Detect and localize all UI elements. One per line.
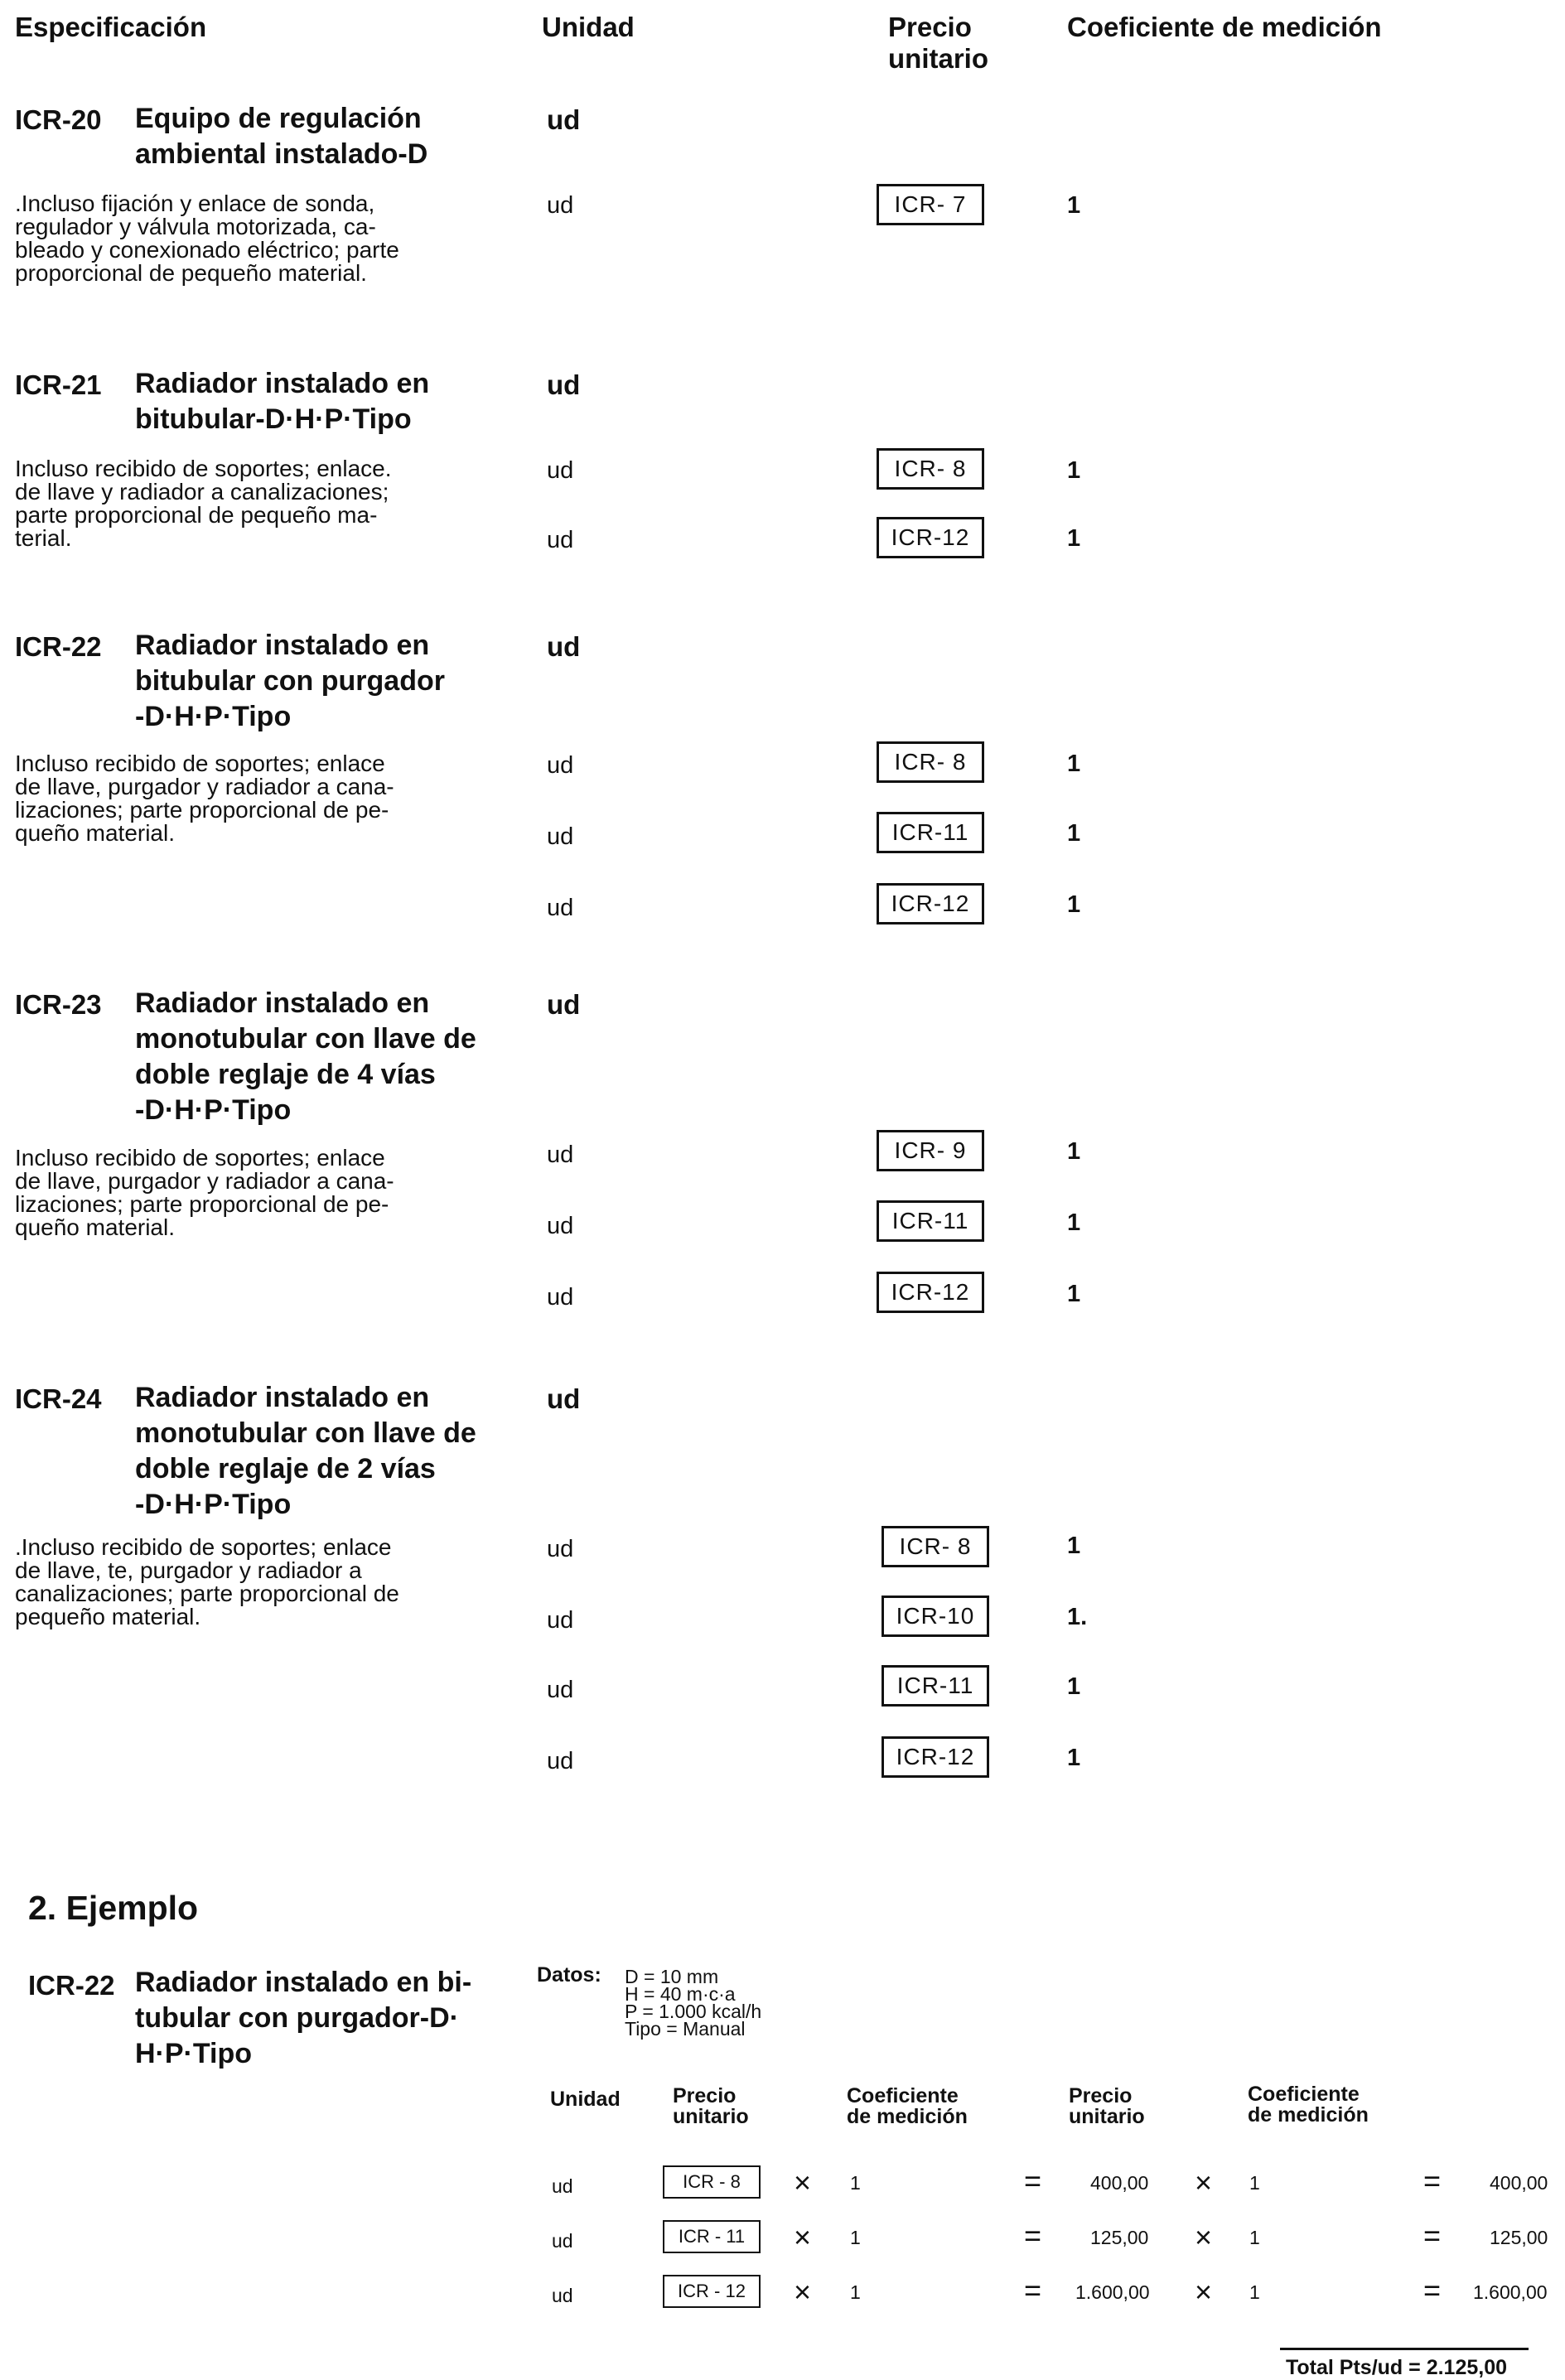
row-coef: 1	[1067, 192, 1081, 219]
example-title: Radiador instalado en bi- tubular con purgador-D· H·P·Tipo	[135, 1967, 472, 2069]
equals-sign: =	[1024, 2164, 1042, 2198]
header-unidad: Unidad	[542, 12, 635, 42]
item-code: ICR-20	[15, 104, 102, 135]
item-code: ICR-21	[15, 369, 102, 400]
ex-row-coef-2: 1	[1249, 2172, 1260, 2194]
row-unit: ud	[547, 527, 574, 553]
row-unit: ud	[547, 457, 574, 484]
ex-row-coef-2: 1	[1249, 2281, 1260, 2303]
item-title: Equipo de regulación ambiental instalado-D	[135, 103, 428, 170]
ref-box: ICR- 8	[882, 1526, 989, 1567]
ex-row-price: 400,00	[1090, 2172, 1149, 2194]
row-coef: 1	[1067, 1673, 1081, 1700]
item-description: .Incluso recibido de soportes; enlace de llave, te, purgador y radiador a canalizaciones; parte proporcional de pequeño material.	[15, 1534, 399, 1629]
ref-box: ICR-11	[877, 1200, 984, 1242]
header-unitario: unitario	[888, 43, 988, 74]
header-especificacion: Especificación	[15, 12, 207, 42]
total-rule	[1280, 2348, 1529, 2350]
ex-ref-box: ICR - 8	[663, 2165, 761, 2199]
ref-box: ICR- 9	[877, 1130, 984, 1171]
ref-box: ICR-12	[877, 1272, 984, 1313]
row-coef: 1	[1067, 751, 1081, 777]
row-unit: ud	[547, 1284, 574, 1311]
ex-row-unit: ud	[552, 2230, 573, 2252]
item-title: Radiador instalado en monotubular con llave de doble reglaje de 4 vías -D·H·P·Tipo	[135, 987, 476, 1126]
ex-header-precio-2: Precio unitario	[1069, 2084, 1145, 2128]
ex-row-unit: ud	[552, 2175, 573, 2197]
row-coef: 1	[1067, 1533, 1081, 1559]
row-unit: ud	[547, 752, 574, 779]
item-description: Incluso recibido de soportes; enlace de llave, purgador y radiador a cana- lizaciones; parte proporcional de pe- queño material.	[15, 751, 394, 846]
ref-box: ICR-10	[882, 1596, 989, 1637]
item-title: Radiador instalado en bitubular-D·H·P·Tipo	[135, 368, 430, 435]
ex-header-coeficiente-2: Coeficiente de medición	[1248, 2083, 1369, 2127]
item-unit: ud	[547, 369, 581, 400]
times-sign: ×	[794, 2220, 812, 2254]
ex-row-unit: ud	[552, 2285, 573, 2306]
ex-row-coef: 1	[850, 2281, 861, 2303]
ex-header-precio: Precio unitario	[673, 2084, 749, 2128]
row-unit: ud	[547, 823, 574, 850]
ex-row-price: 125,00	[1090, 2227, 1149, 2248]
header-coeficiente: Coeficiente de medición	[1067, 12, 1382, 42]
datos-list: D = 10 mm H = 40 m·c·a P = 1.000 kcal/h Tipo = Manual	[625, 1966, 762, 2040]
equals-sign: =	[1423, 2164, 1442, 2198]
ref-box: ICR- 8	[877, 448, 984, 490]
row-coef: 1	[1067, 1745, 1081, 1771]
item-description: Incluso recibido de soportes; enlace. de llave y radiador a canalizaciones; parte proporcional de pequeño ma- terial.	[15, 456, 392, 551]
row-unit: ud	[547, 1607, 574, 1634]
row-unit: ud	[547, 1677, 574, 1703]
times-sign: ×	[794, 2165, 812, 2199]
times-sign: ×	[794, 2275, 812, 2309]
ref-box: ICR-12	[877, 883, 984, 924]
row-coef: 1	[1067, 1138, 1081, 1165]
example-code: ICR-22	[28, 1970, 115, 2001]
header-precio: Precio	[888, 12, 972, 42]
times-sign: ×	[1195, 2220, 1213, 2254]
ex-row-coef-2: 1	[1249, 2227, 1260, 2248]
ex-row-price: 1.600,00	[1075, 2281, 1150, 2303]
ex-header-unidad: Unidad	[550, 2088, 621, 2111]
row-coef: 1	[1067, 1281, 1081, 1307]
ref-box: ICR-12	[877, 517, 984, 558]
row-coef: 1	[1067, 457, 1081, 484]
item-unit: ud	[547, 104, 581, 135]
ex-row-result: 125,00	[1490, 2227, 1548, 2248]
section-heading: 2. Ejemplo	[28, 1889, 199, 1927]
ex-ref-box: ICR - 11	[663, 2220, 761, 2253]
item-unit: ud	[547, 1383, 581, 1414]
ex-header-coeficiente: Coeficiente de medición	[847, 2084, 968, 2128]
ref-box: ICR-11	[877, 812, 984, 853]
row-unit: ud	[547, 1142, 574, 1168]
times-sign: ×	[1195, 2275, 1213, 2309]
ref-box: ICR-12	[882, 1736, 989, 1778]
ex-row-coef: 1	[850, 2227, 861, 2248]
item-unit: ud	[547, 989, 581, 1020]
row-unit: ud	[547, 1748, 574, 1774]
row-unit: ud	[547, 1536, 574, 1562]
item-code: ICR-23	[15, 989, 102, 1020]
item-code: ICR-22	[15, 631, 102, 662]
equals-sign: =	[1423, 2218, 1442, 2252]
item-unit: ud	[547, 631, 581, 662]
row-coef: 1.	[1067, 1604, 1088, 1630]
row-unit: ud	[547, 895, 574, 921]
ex-row-result: 400,00	[1490, 2172, 1548, 2194]
row-coef: 1	[1067, 1209, 1081, 1236]
row-coef: 1	[1067, 525, 1081, 552]
datos-label: Datos:	[537, 1963, 601, 1987]
equals-sign: =	[1423, 2273, 1442, 2307]
item-description: Incluso recibido de soportes; enlace de llave, purgador y radiador a cana- lizaciones; parte proporcional de pe- queño material.	[15, 1145, 394, 1240]
ref-box: ICR- 8	[877, 741, 984, 783]
times-sign: ×	[1195, 2165, 1213, 2199]
ref-box: ICR- 7	[877, 184, 984, 225]
row-coef: 1	[1067, 891, 1081, 918]
equals-sign: =	[1024, 2218, 1042, 2252]
row-coef: 1	[1067, 820, 1081, 847]
item-title: Radiador instalado en monotubular con llave de doble reglaje de 2 vías -D·H·P·Tipo	[135, 1382, 476, 1520]
ex-row-result: 1.600,00	[1473, 2281, 1548, 2303]
total-text: Total Pts/ud = 2.125,00	[1286, 2356, 1508, 2379]
item-title: Radiador instalado en bitubular con purgador -D·H·P·Tipo	[135, 630, 445, 732]
item-code: ICR-24	[15, 1383, 102, 1414]
equals-sign: =	[1024, 2273, 1042, 2307]
ex-ref-box: ICR - 12	[663, 2275, 761, 2308]
item-description: .Incluso fijación y enlace de sonda, regulador y válvula motorizada, ca- bleado y conexionado eléctrico; parte proporcional de pequeño material.	[15, 191, 399, 286]
row-unit: ud	[547, 1213, 574, 1239]
row-unit: ud	[547, 192, 574, 219]
ex-row-coef: 1	[850, 2172, 861, 2194]
ref-box: ICR-11	[882, 1665, 989, 1707]
